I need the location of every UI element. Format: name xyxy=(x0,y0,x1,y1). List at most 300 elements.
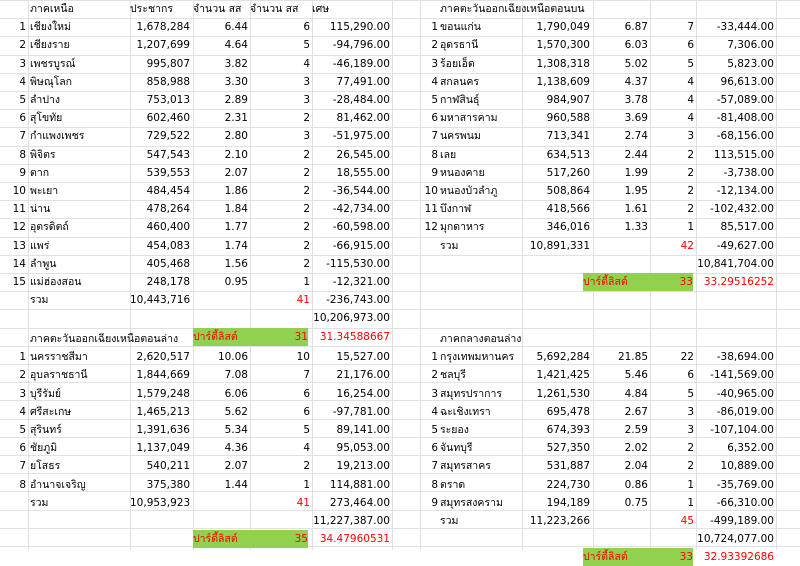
remainder[interactable]: 7,306.00 xyxy=(727,39,774,52)
seats-ratio[interactable]: 1.86 xyxy=(224,185,248,197)
province-name[interactable]: เลย xyxy=(440,148,457,161)
province-name[interactable]: อุบลราชธานี xyxy=(30,369,88,382)
adjusted-total[interactable]: 11,227,387.00 xyxy=(313,515,390,527)
remainder[interactable]: 5,823.00 xyxy=(727,57,774,70)
party-list-label[interactable]: ปาร์ตี้ลิสต์ xyxy=(583,548,643,566)
seats-ratio[interactable]: 6.06 xyxy=(224,387,248,400)
population[interactable]: 517,260 xyxy=(546,166,590,179)
seats-ratio[interactable]: 7.08 xyxy=(224,369,248,382)
total-remainder[interactable]: -49,627.00 xyxy=(716,239,774,252)
total-label[interactable]: รวม xyxy=(440,239,459,252)
row-number[interactable]: 7 xyxy=(431,130,438,143)
remainder[interactable]: -12,134.00 xyxy=(716,185,774,197)
province-name[interactable]: เชียงใหม่ xyxy=(30,21,71,34)
remainder[interactable]: -115,530.00 xyxy=(326,257,390,270)
population[interactable]: 460,400 xyxy=(146,221,190,234)
total-population[interactable]: 10,953,923 xyxy=(130,496,190,509)
total-seats[interactable]: 41 xyxy=(296,294,310,307)
remainder[interactable]: -46,189.00 xyxy=(332,57,390,70)
remainder[interactable]: 26,545.00 xyxy=(336,148,390,161)
remainder[interactable]: -35,769.00 xyxy=(716,478,774,491)
population[interactable]: 539,553 xyxy=(146,166,190,179)
province-name[interactable]: ศรีสะเกษ xyxy=(30,405,72,418)
province-name[interactable]: สมุทรสาคร xyxy=(440,460,491,473)
seats[interactable]: 2 xyxy=(687,460,694,473)
seats-ratio[interactable]: 3.82 xyxy=(224,57,248,70)
seats[interactable]: 3 xyxy=(687,424,694,436)
row-number[interactable]: 13 xyxy=(12,239,26,252)
row-number[interactable]: 11 xyxy=(424,203,438,216)
remainder[interactable]: -68,156.00 xyxy=(716,130,774,143)
seats[interactable]: 2 xyxy=(687,148,694,161)
province-name[interactable]: ขอนแก่น xyxy=(440,21,481,34)
seats-ratio[interactable]: 5.02 xyxy=(624,57,648,70)
province-name[interactable]: สมุทรปราการ xyxy=(440,387,502,400)
total-seats[interactable]: 45 xyxy=(680,515,694,527)
total-seats[interactable]: 42 xyxy=(680,239,694,252)
population[interactable]: 602,460 xyxy=(146,112,190,125)
seats[interactable]: 5 xyxy=(303,424,310,436)
header-seats-ratio[interactable]: จำนวน สส xyxy=(193,3,242,15)
seats-ratio[interactable]: 3.69 xyxy=(624,112,648,125)
remainder[interactable]: -81,408.00 xyxy=(716,112,774,125)
seats-ratio[interactable]: 2.04 xyxy=(624,460,648,473)
remainder[interactable]: 115,290.00 xyxy=(329,21,390,34)
seats-ratio[interactable]: 1.56 xyxy=(224,257,248,270)
seats[interactable]: 6 xyxy=(303,21,310,34)
seats[interactable]: 2 xyxy=(303,166,310,179)
province-name[interactable]: บึงกาฬ xyxy=(440,203,472,216)
seats-ratio[interactable]: 2.31 xyxy=(224,112,248,125)
remainder[interactable]: -57,089.00 xyxy=(716,94,774,106)
row-number[interactable]: 7 xyxy=(19,460,26,473)
population[interactable]: 1,261,530 xyxy=(536,387,590,400)
remainder[interactable]: 85,517.00 xyxy=(720,221,774,234)
adjusted-total[interactable]: 10,724,077.00 xyxy=(697,533,774,546)
seats[interactable]: 6 xyxy=(687,369,694,382)
population[interactable]: 375,380 xyxy=(146,478,190,491)
remainder[interactable]: -66,915.00 xyxy=(332,239,390,252)
row-number[interactable]: 8 xyxy=(19,478,26,491)
seats[interactable]: 1 xyxy=(687,496,694,509)
remainder[interactable]: -33,444.00 xyxy=(716,21,774,34)
seats-ratio[interactable]: 1.33 xyxy=(624,221,648,234)
header-region[interactable]: ภาคเหนือ xyxy=(30,3,74,15)
population[interactable]: 1,579,248 xyxy=(136,387,190,400)
remainder[interactable]: -36,544.00 xyxy=(332,185,390,197)
seats-ratio[interactable]: 5.62 xyxy=(224,405,248,418)
party-list-seats[interactable]: 31 xyxy=(258,328,308,346)
remainder[interactable]: -102,432.00 xyxy=(710,203,774,216)
seats[interactable]: 3 xyxy=(687,130,694,143)
population[interactable]: 2,620,517 xyxy=(136,351,190,364)
remainder[interactable]: 15,527.00 xyxy=(336,351,390,364)
remainder[interactable]: 10,889.00 xyxy=(720,460,774,473)
party-list-value[interactable]: 33.29516252 xyxy=(703,276,774,288)
seats[interactable]: 2 xyxy=(303,239,310,252)
province-name[interactable]: มหาสารคาม xyxy=(440,112,498,125)
row-number[interactable]: 8 xyxy=(19,148,26,161)
seats-ratio[interactable]: 2.07 xyxy=(224,460,248,473)
remainder[interactable]: 114,881.00 xyxy=(329,478,390,491)
seats[interactable]: 1 xyxy=(303,276,310,288)
total-label[interactable]: รวม xyxy=(30,496,49,509)
row-number[interactable]: 4 xyxy=(19,75,26,88)
seats[interactable]: 5 xyxy=(687,387,694,400)
seats[interactable]: 3 xyxy=(687,405,694,418)
total-population[interactable]: 10,443,716 xyxy=(130,294,190,307)
seats-ratio[interactable]: 1.74 xyxy=(224,239,248,252)
row-number[interactable]: 2 xyxy=(19,369,26,382)
seats-ratio[interactable]: 2.07 xyxy=(224,166,248,179)
population[interactable]: 1,138,609 xyxy=(536,75,590,88)
row-number[interactable]: 10 xyxy=(12,185,26,197)
remainder[interactable]: -66,310.00 xyxy=(716,496,774,509)
province-name[interactable]: ระยอง xyxy=(440,424,469,436)
row-number[interactable]: 9 xyxy=(19,166,26,179)
seats[interactable]: 4 xyxy=(687,112,694,125)
population[interactable]: 478,264 xyxy=(146,203,190,216)
remainder[interactable]: 18,555.00 xyxy=(336,166,390,179)
seats[interactable]: 3 xyxy=(303,94,310,106)
province-name[interactable]: พะเยา xyxy=(30,185,59,197)
population[interactable]: 674,393 xyxy=(546,424,590,436)
row-number[interactable]: 6 xyxy=(19,112,26,125)
seats[interactable]: 3 xyxy=(303,130,310,143)
population[interactable]: 547,543 xyxy=(146,148,190,161)
remainder[interactable]: 81,462.00 xyxy=(336,112,390,125)
seats[interactable]: 4 xyxy=(687,75,694,88)
population[interactable]: 224,730 xyxy=(546,478,590,491)
population[interactable]: 194,189 xyxy=(546,496,590,509)
seats[interactable]: 2 xyxy=(303,221,310,234)
total-population[interactable]: 10,891,331 xyxy=(529,239,590,252)
seats[interactable]: 4 xyxy=(687,94,694,106)
row-number[interactable]: 4 xyxy=(431,75,438,88)
header-region[interactable]: ภาคตะวันออกเฉียงเหนือตอนล่าง xyxy=(30,333,179,345)
population[interactable]: 405,468 xyxy=(146,257,190,270)
seats[interactable]: 4 xyxy=(303,57,310,70)
header-region[interactable]: ภาคตะวันออกเฉียงเหนือตอนบน xyxy=(440,3,585,15)
seats-ratio[interactable]: 2.74 xyxy=(624,130,648,143)
seats[interactable]: 22 xyxy=(680,351,694,364)
row-number[interactable]: 11 xyxy=(12,203,26,216)
seats[interactable]: 1 xyxy=(687,221,694,234)
seats-ratio[interactable]: 2.44 xyxy=(624,148,648,161)
adjusted-total[interactable]: 10,841,704.00 xyxy=(697,257,774,270)
seats-ratio[interactable]: 4.36 xyxy=(224,442,248,455)
seats[interactable]: 2 xyxy=(303,185,310,197)
row-number[interactable]: 3 xyxy=(19,57,26,70)
population[interactable]: 1,790,049 xyxy=(536,21,590,34)
row-number[interactable]: 4 xyxy=(19,405,26,418)
remainder[interactable]: -42,734.00 xyxy=(332,203,390,216)
row-number[interactable]: 7 xyxy=(19,130,26,143)
population[interactable]: 454,083 xyxy=(146,239,190,252)
province-name[interactable]: ลำปาง xyxy=(30,94,61,106)
province-name[interactable]: เชียงราย xyxy=(30,39,70,52)
row-number[interactable]: 15 xyxy=(12,276,26,288)
row-number[interactable]: 6 xyxy=(431,112,438,125)
row-number[interactable]: 3 xyxy=(431,57,438,70)
province-name[interactable]: กำแพงเพชร xyxy=(30,130,85,143)
population[interactable]: 1,570,300 xyxy=(536,39,590,52)
seats[interactable]: 2 xyxy=(303,112,310,125)
population[interactable]: 540,211 xyxy=(146,460,190,473)
population[interactable]: 713,341 xyxy=(546,130,590,143)
seats-ratio[interactable]: 6.87 xyxy=(624,21,648,34)
seats-ratio[interactable]: 4.84 xyxy=(624,387,648,400)
party-list-seats[interactable]: 33 xyxy=(643,548,693,566)
province-name[interactable]: นครพนม xyxy=(440,130,481,143)
total-remainder[interactable]: 273,464.00 xyxy=(329,496,390,509)
seats-ratio[interactable]: 5.46 xyxy=(624,369,648,382)
population[interactable]: 1,421,425 xyxy=(536,369,590,382)
party-list-value[interactable]: 32.93392686 xyxy=(703,551,774,564)
remainder[interactable]: 96,613.00 xyxy=(720,75,774,88)
province-name[interactable]: อำนาจเจริญ xyxy=(30,478,86,491)
population[interactable]: 1,391,636 xyxy=(136,424,190,436)
party-list-value[interactable]: 34.47960531 xyxy=(319,533,390,546)
row-number[interactable]: 12 xyxy=(12,221,26,234)
row-number[interactable]: 1 xyxy=(431,21,438,34)
remainder[interactable]: 113,515.00 xyxy=(713,148,774,161)
seats[interactable]: 3 xyxy=(303,75,310,88)
seats-ratio[interactable]: 4.64 xyxy=(224,39,248,52)
seats[interactable]: 2 xyxy=(303,203,310,216)
row-number[interactable]: 8 xyxy=(431,148,438,161)
seats[interactable]: 6 xyxy=(687,39,694,52)
remainder[interactable]: 19,213.00 xyxy=(336,460,390,473)
row-number[interactable]: 9 xyxy=(431,166,438,179)
province-name[interactable]: พิษณุโลก xyxy=(30,75,73,88)
seats[interactable]: 10 xyxy=(296,351,310,364)
seats-ratio[interactable]: 3.30 xyxy=(224,75,248,88)
province-name[interactable]: จันทบุรี xyxy=(440,442,473,455)
party-list-seats[interactable]: 33 xyxy=(643,273,693,291)
population[interactable]: 1,137,049 xyxy=(136,442,190,455)
header-remainder[interactable]: เศษ xyxy=(312,3,330,15)
seats-ratio[interactable]: 6.03 xyxy=(624,39,648,52)
population[interactable]: 634,513 xyxy=(546,148,590,161)
row-number[interactable]: 2 xyxy=(431,369,438,382)
remainder[interactable]: -12,321.00 xyxy=(332,276,390,288)
province-name[interactable]: ร้อยเอ็ด xyxy=(440,57,475,70)
seats[interactable]: 2 xyxy=(687,166,694,179)
seats-ratio[interactable]: 1.61 xyxy=(624,203,648,216)
row-number[interactable]: 5 xyxy=(19,424,26,436)
seats[interactable]: 7 xyxy=(303,369,310,382)
seats[interactable]: 1 xyxy=(687,478,694,491)
seats[interactable]: 6 xyxy=(303,405,310,418)
remainder[interactable]: -94,796.00 xyxy=(332,39,390,52)
population[interactable]: 346,016 xyxy=(546,221,590,234)
party-list-label[interactable]: ปาร์ตี้ลิสต์ xyxy=(583,273,643,291)
total-remainder[interactable]: -499,189.00 xyxy=(710,515,774,527)
province-name[interactable]: สุรินทร์ xyxy=(30,424,62,436)
seats-ratio[interactable]: 2.02 xyxy=(624,442,648,455)
province-name[interactable]: ฉะเชิงเทรา xyxy=(440,405,491,418)
row-number[interactable]: 1 xyxy=(19,21,26,34)
remainder[interactable]: -107,104.00 xyxy=(710,424,774,436)
population[interactable]: 858,988 xyxy=(146,75,190,88)
row-number[interactable]: 4 xyxy=(431,405,438,418)
seats[interactable]: 2 xyxy=(303,460,310,473)
party-list-label[interactable]: ปาร์ตี้ลิสต์ xyxy=(193,328,258,346)
seats-ratio[interactable]: 1.77 xyxy=(224,221,248,234)
row-number[interactable]: 5 xyxy=(19,94,26,106)
row-number[interactable]: 7 xyxy=(431,460,438,473)
row-number[interactable]: 1 xyxy=(19,351,26,364)
province-name[interactable]: ลำพูน xyxy=(30,257,57,270)
seats-ratio[interactable]: 1.95 xyxy=(624,185,648,197)
seats-ratio[interactable]: 2.10 xyxy=(224,148,248,161)
row-number[interactable]: 9 xyxy=(431,496,438,509)
seats[interactable]: 2 xyxy=(687,442,694,455)
remainder[interactable]: -38,694.00 xyxy=(716,351,774,364)
province-name[interactable]: แม่ฮ่องสอน xyxy=(30,276,82,288)
population[interactable]: 729,522 xyxy=(146,130,190,143)
province-name[interactable]: สกลนคร xyxy=(440,75,480,88)
province-name[interactable]: สมุทรสงคราม xyxy=(440,496,503,509)
province-name[interactable]: แพร่ xyxy=(30,239,50,252)
remainder[interactable]: 95,053.00 xyxy=(336,442,390,455)
province-name[interactable]: อุตรดิตถ์ xyxy=(30,221,69,234)
population[interactable]: 418,566 xyxy=(546,203,590,216)
remainder[interactable]: 89,141.00 xyxy=(336,424,390,436)
seats-ratio[interactable]: 5.34 xyxy=(224,424,248,436)
row-number[interactable]: 5 xyxy=(431,424,438,436)
seats[interactable]: 1 xyxy=(303,478,310,491)
seats-ratio[interactable]: 2.80 xyxy=(224,130,248,143)
row-number[interactable]: 1 xyxy=(431,351,438,364)
remainder[interactable]: 6,352.00 xyxy=(727,442,774,455)
seats-ratio[interactable]: 2.67 xyxy=(624,405,648,418)
header-seats[interactable]: จำนวน สส xyxy=(250,3,299,15)
province-name[interactable]: พิจิตร xyxy=(30,148,56,161)
party-list-seats[interactable]: 35 xyxy=(258,530,308,548)
province-name[interactable]: สุโขทัย xyxy=(30,112,63,125)
province-name[interactable]: กรุงเทพมหานคร xyxy=(440,351,515,364)
seats-ratio[interactable]: 1.44 xyxy=(224,478,248,491)
population[interactable]: 508,864 xyxy=(546,185,590,197)
population[interactable]: 1,465,213 xyxy=(136,405,190,418)
seats[interactable]: 2 xyxy=(687,203,694,216)
seats-ratio[interactable]: 3.78 xyxy=(624,94,648,106)
province-name[interactable]: อุดรธานี xyxy=(440,39,479,52)
population[interactable]: 527,350 xyxy=(546,442,590,455)
row-number[interactable]: 10 xyxy=(424,185,438,197)
total-remainder[interactable]: -236,743.00 xyxy=(326,294,390,307)
seats[interactable]: 5 xyxy=(303,39,310,52)
seats-ratio[interactable]: 2.59 xyxy=(624,424,648,436)
remainder[interactable]: -141,569.00 xyxy=(710,369,774,382)
population[interactable]: 1,207,699 xyxy=(136,39,190,52)
header-population[interactable]: ประชากร xyxy=(130,3,173,15)
seats-ratio[interactable]: 4.37 xyxy=(624,75,648,88)
population[interactable]: 984,907 xyxy=(546,94,590,106)
row-number[interactable]: 8 xyxy=(431,478,438,491)
seats-ratio[interactable]: 0.86 xyxy=(624,478,648,491)
province-name[interactable]: บุรีรัมย์ xyxy=(30,387,62,400)
seats-ratio[interactable]: 1.99 xyxy=(624,166,648,179)
province-name[interactable]: มุกดาหาร xyxy=(440,221,485,234)
party-list-value[interactable]: 31.34588667 xyxy=(319,330,390,343)
remainder[interactable]: -51,975.00 xyxy=(332,130,390,143)
seats-ratio[interactable]: 1.84 xyxy=(224,203,248,216)
province-name[interactable]: หนองบัวลำภู xyxy=(440,185,498,197)
row-number[interactable]: 6 xyxy=(431,442,438,455)
remainder[interactable]: -86,019.00 xyxy=(716,405,774,418)
remainder[interactable]: 21,176.00 xyxy=(336,369,390,382)
seats[interactable]: 2 xyxy=(687,185,694,197)
population[interactable]: 753,013 xyxy=(146,94,190,106)
row-number[interactable]: 3 xyxy=(431,387,438,400)
seats-ratio[interactable]: 6.44 xyxy=(224,21,248,34)
seats[interactable]: 7 xyxy=(687,21,694,34)
seats[interactable]: 2 xyxy=(303,257,310,270)
province-name[interactable]: ชลบุรี xyxy=(440,369,466,382)
population[interactable]: 248,178 xyxy=(146,276,190,288)
seats-ratio[interactable]: 0.95 xyxy=(224,276,248,288)
remainder[interactable]: -60,598.00 xyxy=(332,221,390,234)
province-name[interactable]: ชัยภูมิ xyxy=(30,442,58,455)
population[interactable]: 484,454 xyxy=(146,185,190,197)
total-label[interactable]: รวม xyxy=(30,294,49,307)
seats[interactable]: 5 xyxy=(687,57,694,70)
total-seats[interactable]: 41 xyxy=(296,496,310,509)
population[interactable]: 1,844,669 xyxy=(136,369,190,382)
province-name[interactable]: เพชรบูรณ์ xyxy=(30,57,76,70)
row-number[interactable]: 2 xyxy=(431,39,438,52)
remainder[interactable]: -97,781.00 xyxy=(332,405,390,418)
population[interactable]: 5,692,284 xyxy=(536,351,590,364)
seats[interactable]: 6 xyxy=(303,387,310,400)
population[interactable]: 1,678,284 xyxy=(136,21,190,34)
population[interactable]: 695,478 xyxy=(546,405,590,418)
remainder[interactable]: 16,254.00 xyxy=(336,387,390,400)
row-number[interactable]: 6 xyxy=(19,442,26,455)
seats-ratio[interactable]: 2.89 xyxy=(224,94,248,106)
row-number[interactable]: 3 xyxy=(19,387,26,400)
party-list-label[interactable]: ปาร์ตี้ลิสต์ xyxy=(193,530,258,548)
total-population[interactable]: 11,223,266 xyxy=(529,515,590,527)
population[interactable]: 960,588 xyxy=(546,112,590,125)
remainder[interactable]: -40,965.00 xyxy=(716,387,774,400)
province-name[interactable]: หนองคาย xyxy=(440,166,485,179)
province-name[interactable]: ยโสธร xyxy=(30,460,61,473)
province-name[interactable]: กาฬสินธุ์ xyxy=(440,94,480,106)
row-number[interactable]: 12 xyxy=(424,221,438,234)
adjusted-total[interactable]: 10,206,973.00 xyxy=(313,312,390,325)
population[interactable]: 1,308,318 xyxy=(536,57,590,70)
province-name[interactable]: น่าน xyxy=(30,203,51,216)
row-number[interactable]: 14 xyxy=(12,257,26,270)
province-name[interactable]: ตราด xyxy=(440,478,466,491)
seats-ratio[interactable]: 21.85 xyxy=(617,351,648,364)
total-label[interactable]: รวม xyxy=(440,515,459,527)
seats-ratio[interactable]: 0.75 xyxy=(624,496,648,509)
province-name[interactable]: นครราชสีมา xyxy=(30,351,88,364)
population[interactable]: 995,807 xyxy=(146,57,190,70)
seats-ratio[interactable]: 10.06 xyxy=(217,351,248,364)
seats[interactable]: 4 xyxy=(303,442,310,455)
province-name[interactable]: ตาก xyxy=(30,166,50,179)
remainder[interactable]: 77,491.00 xyxy=(336,75,390,88)
remainder[interactable]: -3,738.00 xyxy=(723,166,774,179)
seats[interactable]: 2 xyxy=(303,148,310,161)
row-number[interactable]: 2 xyxy=(19,39,26,52)
